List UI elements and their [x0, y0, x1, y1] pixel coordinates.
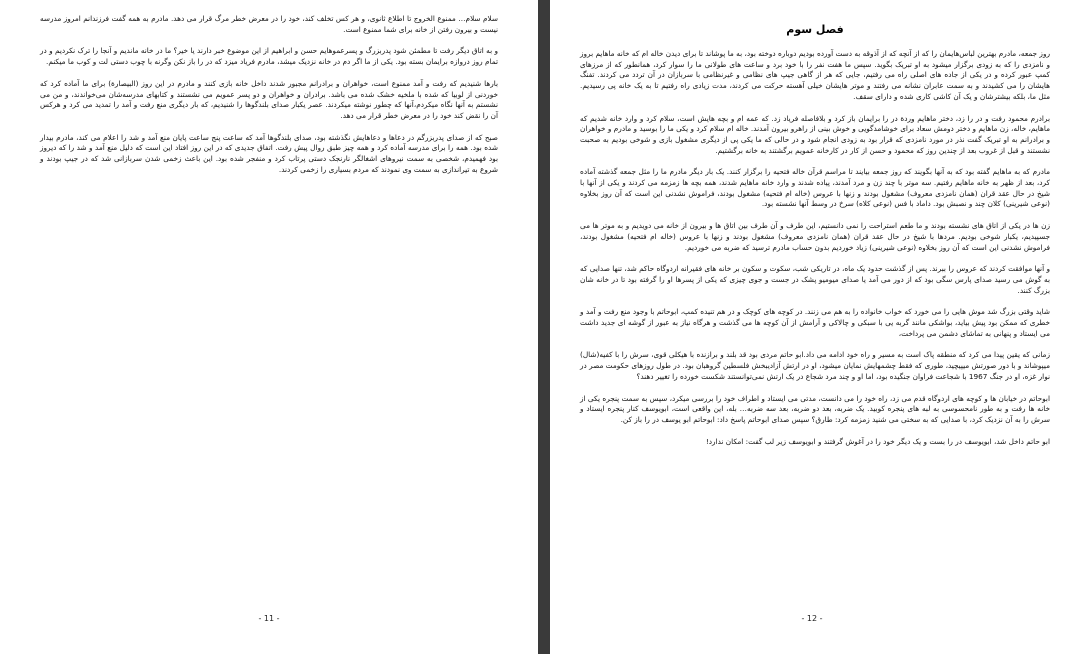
right-paragraph-7: زمانی که یقین پیدا می کرد که منطقه پاک است به مسیر و راه خود ادامه می داد.ابو حاتم مردی بود قد بلند و برازنده با هیکلی قوی، سرش را با کفیه(شال) میپوشاند و با دور صورتش میپیچید، طوری که فقط چشمهایش نمایان میشود، او در ارتش آزادیبخش فلسطین گروهبان بود. در طول روزهای حکومت مصر در نوار غزه، او در جنگ 1967 با شجاعت فراوان جنگیده بود، اما او و چند مرد شجاع در یک ارتش نمی‌توانستند شکست خورده را تغییر دهند؟	[580, 350, 1050, 381]
left-paragraph-1: سلام سلام… ممنوع الخروج تا اطلاع ثانوی، و هر کس تخلف کند، خود را در معرض خطر مرگ قرار می دهد. مادرم به همه گفت فرزندانم امروز مدرسه نیست و بیرون رفتن از خانه برای شما ممنوع است.	[40, 14, 498, 34]
right-paragraph-5: و آنها موافقت کردند که عروس را ببرند. پس از گذشت حدود یک ماه، در تاریکی شب، سکوت و سکون بر خانه های فقیرانه اردوگاه حاکم شد، تنها صدایی که به گوش می رسید صدای پارس سگی بود که از دور می آمد یا صدای میومیو پشک در جست و جوی چیزی که یکی از پسرها او را گرفته بود تا در خانه شان بزرگ کنند.	[580, 264, 1050, 295]
right-paragraph-2: برادرم محمود رفت و در را زد، دختر ماهایم وردة در را برایمان باز کرد و بلافاصله فریاد زد. که عمه ام و بچه هایش است، سلام کرد و وارد خانه شدیم که ماهایم، خاله، زن ماهایم و دختر دومش سعاد برای خوشامدگویی و خوش بینی از راهرو بیرون آمدند. خاله ام سلام کرد و یکی ما را بوسید و مادرم و خواهران و برادرانم به او تبریک گفت نذر در مورد نامزدی که قرار بود به زودی انجام شود و در حالی که ما یکی پی از دیگری مشغول بازی و شوخی بودیم به صحبت نشستند و قبل از غروب بعد از چندین روز که محمود و حسن از کار در کارخانه عمویم برگشتند به خانه برگشتیم.	[580, 113, 1050, 155]
left-paragraph-3: بارها شنیدیم که رفت و آمد ممنوع است، خواهران و برادرانم مجبور شدند داخل خانه بازی کنند و مادرم در این روز (البیصارة) برای ما آماده کرد که خوردنی از لوبیا که شده با ملخیه خشک شده می باشد. برادران و خواهران و دو پسر عمویم می نشستند و کتابهای مدرسه‌شان می‌خواندند، و من می نشستم به آنها نگاه میکردم،آنها که چطور نوشته میکردند. عصر یکبار صدای بلندگوها را شنیدیم، که بار دیگری منع رفت و آمد را تمدید می کرد و هرکس آن را نقض کند خود را در معرض خطر قرار می دهد.	[40, 78, 498, 120]
right-paragraph-8: ابوحاتم در خیابان ها و کوچه های اردوگاه قدم می زد، راه خود را می دانست، مدتی می ایستاد و اطراف خود را بررسی میکرد، سپس به سمت پنجره یکی از خانه ها رفت و به طور نامحسوسی به لبه های پنجره کوبید. یک ضربه، بعد دو ضربه، بعد سه ضربه… بله، این واقعی است، ابویوسف کنار پنجره ایستاد و سرش را به آن نزدیک کرد، با صدایی که به سختی می شنید زمزمه کرد: طارق؟ سپس صدای ابوحاتم پاسخ داد: ابوحاتم ابو یوسف در را باز کن.	[580, 393, 1050, 424]
left-page-text	[40, 14, 498, 175]
right-page	[550, 0, 1074, 654]
right-paragraph-4: زن ها در یکی از اتاق های نشسته بودند و ما طعم استراحت را نمی دانستیم، این طرف و آن طرف بین اتاق ها و بیرون از خانه می دویدیم و به موتر ها می جسپیدیم، یکبار شوخی بودیم. مردها با شیخ در حال عقد قران (همان نامزدی معروف) مشغول بودند و زنها با عروس (خاله ام فتحیه) مشغول بودند، فراموش نشدنی این است که آن روز بخلاوه (نوعی شیرینی) زیاد خوردیم بدون حساب مادرم ترسید که ضربه می خوردیم.	[580, 221, 1050, 252]
right-page-number: - 12 -	[801, 614, 823, 623]
page-divider	[538, 0, 550, 654]
right-paragraph-3: مادرم که به ماهایم گفته بود که به آنها بگویند که روز جمعه بیایند تا مراسم قرآن خاله فتحیه را برگزار کنند. یک بار دیگر مادرم ما را مثل جمعه گذشته آماده کرد، بعد از ظهر به خانه ماهایم رفتیم. سه موتر با چند زن و مرد آمدند، پیاده شدند و وارد خانه ماهایم شدند، همه بچه ها زمزمه می کردند و یکی از آنها با شیخ در حال عقد قران (همان نامزدی معروف) مشغول بودند و زنها با عروس (خاله ام فتحیه) مشغول بودند، فراموش نشدنی این است که آن روز بخلاوه (نوعی شیرینی) کلان چند و نصبش بود. داماد با فس (نوعی کلاه) سرخ در وسط آنها نشسته بود.	[580, 167, 1050, 209]
left-paragraph-2: و به اتاق دیگر رفت تا مطمئن شود پدربزرگ و پسرعموهایم حسن و ابراهیم از این موضوع خبر دارند یا خیر؟ ما در خانه ماندیم و آنجا را ترک نکردیم و در تمام روز دروازه برایمان بسته بود. یکی از ما اگر دم در خانه نزدیک میشد، مادرم فریاد میزد که در را باز نکن وگرنه با چوب دستی لت و کوب ما میکنم.	[40, 46, 498, 67]
right-paragraph-9: ابو حاتم داخل شد، ابویوسف در را بست و یک دیگر خود را در آغوش گرفتند و ابویوسف زیر لب گفت: امکان ندارد!	[705, 436, 1050, 446]
chapter-title: فصل سوم	[786, 23, 844, 36]
right-paragraph-6: شاید وقتی بزرگ شد موش هایی را می خورد که خواب خانواده را به هم می زنند. در کوچه های کوچک و در هم تنیده کمپ، ابوحاتم با وجود منع رفت و آمد و خطری که ممکن بود پیش بیاید، بواشکی مانند گربه یی با سبکی و چالاکی و آرامش از آن کوچه ها می گذشت و هرگاه نیاز به عبور از گوشه ای جدید داشت می ایستاد و پنهانی به تماشای دشمن می پرداخت،	[580, 307, 1050, 338]
left-paragraph-4: صبح که از صدای پدربزرگم در دعاها و دعاهایش نگذشته بود، صدای بلندگوها آمد که ساعت پنج ساعت پایان منع آمد و شد را اعلام می کند، مادرم بیدار شده بود. همه را برای مدرسه آماده کرد و همه چیز طبق روال پیش رفت. اتفاق جدیدی که در این روز افتاد این است که دلیل منع آمد و شد را که دیروز بود فهمیدم، شخصی به سمت نیروهای اشغالگر نارنجک دستی پرتاب کرد و منفجر شده بود. این باعث زخمی شدن سربازانی شد که در جیپ بودند و شروع به تیراندازی به سمت وی نمودند که مردم بسیاری را زخمی کردند.	[40, 132, 498, 174]
right-paragraph-1: روز جمعه، مادرم بهترین لباس‌هایمان را که از آنچه که از آذوقه به دست آورده بودیم دوباره دوخته بود، به ما پوشاند تا برای دیدن خاله ام که خانه ماهایم بروز و نامزدی را که به زودی برگزار میشود به او تبریک بگوید. سپس ما هفت نفر را با خود برد و ساعت های طولانی ما را سوار کرد، همانطور که از مرزهای کمپ عبور کرده و در یکی از جاده های اصلی راه می رفتیم، جایی که هر از گاهی جیپ های نظامی و غیرنظامی با سربازان در آن تردد می کردند. تفنگ هایشان را می کشیدند و به سمت عابران نشانه می رفتند و موتر هایشان خیلی آهسته حرکت می کردند، مدت زیادی راه رفتیم تا به یک خانه پی رسیدیم. مثل ما، بلکه بیشترشان و یک آن کاشی کاری شده و دارای سقف.	[580, 49, 1050, 101]
right-page-text	[580, 49, 1050, 447]
left-page-number: - 11 -	[258, 614, 280, 623]
